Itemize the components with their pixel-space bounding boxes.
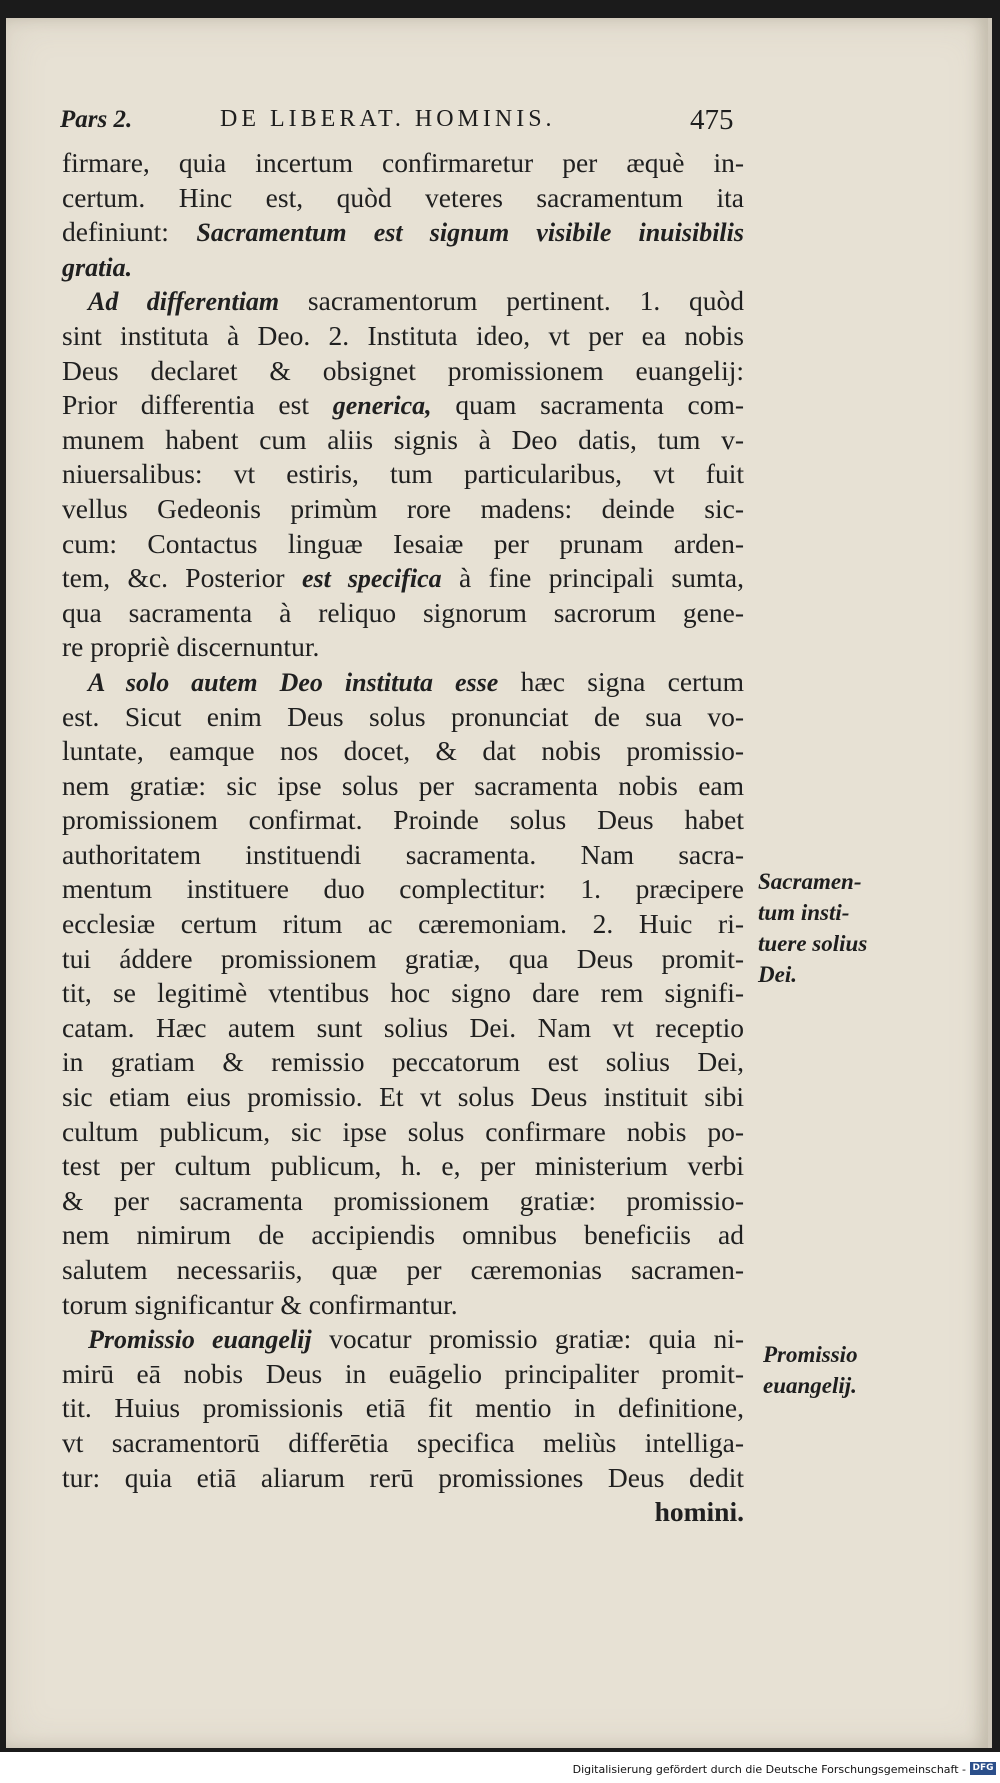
- text-line: munem habent cum aliis signis à Deo datis, tum v-: [62, 423, 744, 455]
- text-line: tit. Huius promissionis etiā fit mentio in definitione,: [62, 1392, 744, 1424]
- text-line: firmare, quia incertum confirmaretur per æquè in-: [62, 147, 744, 178]
- text-line: cum: Contactus linguæ Iesaiæ per prunam arden-: [62, 527, 744, 559]
- text-line: niuersalibus: vt estiris, tum particularibus, vt fuit: [62, 458, 744, 490]
- text-line: promissionem confirmat. Proinde solus Deus habet: [62, 804, 744, 836]
- text-line: torum significantur & confirmantur.: [62, 1288, 458, 1320]
- text-line: ecclesiæ certum ritum ac cæremoniam. 2. Huic ri-: [62, 908, 744, 940]
- text-line: Prior differentia est generica, quam sacramenta com-: [62, 389, 744, 421]
- text-line: vt sacramentorū differētia specifica meliùs intelliga-: [62, 1426, 744, 1458]
- text-line: vellus Gedeonis primùm rore madens: deinde sic-: [62, 492, 744, 524]
- text-line: certum. Hinc est, quòd veteres sacramentum ita: [62, 181, 744, 213]
- digitization-credit: Digitalisierung gefördert durch die Deutsche Forschungsgemeinschaft -: [572, 1763, 966, 1776]
- text-line: mentum instituere duo complectitur: 1. præcipere: [62, 873, 744, 905]
- text-line: Promissio euangelij vocatur promissio gratiæ: quia ni-: [88, 1323, 745, 1355]
- running-head-title: DE LIBERAT. HOMINIS.: [220, 106, 556, 132]
- text-line: A solo autem Deo instituta esse hæc signa certum: [88, 665, 744, 697]
- body-text: [62, 146, 744, 1530]
- text-line: Ad differentiam sacramentorum pertinent. 1. quòd: [88, 285, 744, 317]
- margin-note-promissio: Promissio euangelij.: [763, 1342, 858, 1398]
- text-line: nem gratiæ: sic ipse solus per sacramenta nobis eam: [62, 769, 744, 801]
- text-line: in gratiam & remissio peccatorum est solius Dei,: [62, 1046, 744, 1078]
- catchword: homini.: [654, 1496, 744, 1528]
- page-number: 475: [690, 104, 734, 136]
- text-line: tui áddere promissionem gratiæ, qua Deus promit-: [62, 942, 744, 974]
- text-line: qua sacramenta à reliquo signorum sacrorum gene-: [62, 596, 744, 628]
- text-line: est. Sicut enim Deus solus pronunciat de sua vo-: [62, 700, 744, 732]
- dfg-logo: DFG: [970, 1762, 996, 1775]
- text-line: luntate, eamque nos docet, & dat nobis promissio-: [62, 735, 744, 767]
- text-line: sint instituta à Deo. 2. Instituta ideo, vt per ea nobis: [62, 319, 744, 351]
- text-line: nem nimirum de accipiendis omnibus beneficiis ad: [62, 1219, 744, 1251]
- text-line: cultum publicum, sic ipse solus confirmare nobis po-: [62, 1115, 744, 1147]
- text-line: gratia.: [62, 252, 133, 282]
- text-line: tur: quia etiā aliarum rerū promissiones Deus dedit: [62, 1461, 744, 1493]
- margin-note-sacramentum: Sacramen- tum insti- tuere solius Dei.: [758, 869, 868, 987]
- text-line: & per sacramenta promissionem gratiæ: promissio-: [62, 1184, 744, 1216]
- text-line: definiunt: Sacramentum est signum visibile inuisibilis: [62, 216, 744, 248]
- text-line: mirū eā nobis Deus in euāgelio principaliter promit-: [62, 1357, 744, 1389]
- text-line: authoritatem instituendi sacramenta. Nam sacra-: [62, 838, 744, 870]
- text-line: tem, &c. Posterior est specifica à fine principali sumta,: [62, 562, 744, 594]
- text-line: test per cultum publicum, h. e, per ministerium verbi: [62, 1150, 744, 1182]
- text-line: catam. Hæc autem sunt solius Dei. Nam vt receptio: [62, 1011, 744, 1043]
- text-line: salutem necessariis, quæ per cæremonias sacramen-: [62, 1254, 744, 1285]
- text-line: sic etiam eius promissio. Et vt solus Deus instituit sibi: [62, 1081, 744, 1113]
- text-line: re propriè discernuntur.: [62, 631, 320, 663]
- text-line: Deus declaret & obsignet promissionem euangelij:: [62, 354, 744, 386]
- running-head-part: Pars 2.: [60, 106, 133, 133]
- text-line: tit, se legitimè vtentibus hoc signo dare rem signifi-: [62, 977, 744, 1009]
- book-page: [6, 18, 992, 1748]
